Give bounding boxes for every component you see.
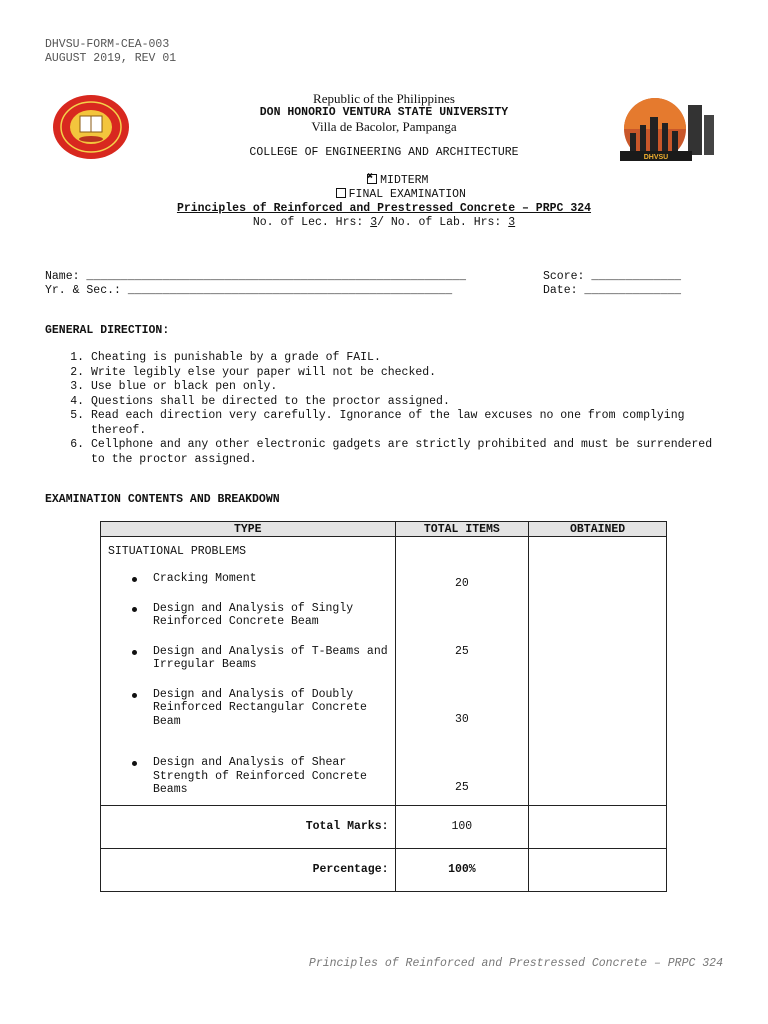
direction-item: 5. Read each direction very carefully. Ignorance of the law excuses no one from complying thereof. (91, 409, 718, 438)
item-count: 25 (454, 781, 469, 794)
name-field[interactable] (45, 270, 466, 283)
bullet-icon (132, 577, 137, 582)
direction-item: 1. Cheating is punishable by a grade of FAIL. (91, 351, 718, 366)
bullet-icon (132, 650, 137, 655)
topic-list (108, 572, 395, 797)
col-type-header: TYPE (101, 522, 396, 537)
form-code-revision: AUGUST 2019, REV 01 (45, 52, 177, 65)
score-field[interactable] (543, 270, 681, 283)
lab-hours-label: / No. of Lab. Hrs: (377, 216, 502, 229)
year-section-label: Yr. & Sec.: (45, 284, 121, 297)
topic-text: Cracking Moment (153, 572, 257, 585)
topic-text: Design and Analysis of Shear Strength of Reinforced Concrete Beams (153, 756, 367, 796)
republic-line: Republic of the Philippines (313, 91, 455, 106)
total-value: 100 (395, 805, 529, 848)
table-header-row (101, 522, 667, 537)
total-label: Total Marks: (101, 805, 396, 848)
item-count: 30 (454, 713, 469, 726)
topic-text: Design and Analysis of T-Beams and Irregular Beams (153, 644, 388, 671)
college-name: COLLEGE OF ENGINEERING AND ARCHITECTURE (249, 146, 519, 159)
midterm-checkbox[interactable] (367, 174, 377, 184)
final-label: FINAL EXAMINATION (348, 188, 466, 201)
lec-hours-value: 3 (370, 216, 378, 229)
list-item (108, 572, 395, 586)
percentage-value: 100% (395, 848, 529, 891)
lab-hours-value: 3 (508, 216, 516, 229)
year-section-field[interactable] (45, 284, 452, 297)
list-item (108, 602, 395, 629)
item-count: 20 (454, 577, 469, 590)
midterm-label: MIDTERM (380, 174, 429, 187)
dhvsu-logo-text: DHVSU (643, 154, 669, 161)
name-blank[interactable]: _______________________________________________________ (86, 270, 466, 283)
breakdown-table (100, 521, 667, 892)
bullet-icon (132, 761, 137, 766)
items-cell (395, 537, 529, 806)
section-label: SITUATIONAL PROBLEMS (108, 545, 247, 558)
list-item (108, 756, 395, 797)
list-item (108, 688, 395, 729)
final-checkbox[interactable] (336, 188, 346, 198)
obtained-cell[interactable] (529, 537, 667, 806)
form-code (45, 38, 176, 66)
topic-text: Design and Analysis of Doubly Reinforced Rectangular Concrete Beam (153, 687, 367, 728)
university-location: Villa de Bacolor, Pampanga (311, 119, 457, 134)
direction-item: 6. Cellphone and any other electronic gadgets are strictly prohibited and must be surrendered to the proctor assigned. (91, 438, 718, 467)
date-blank[interactable]: ______________ (584, 284, 682, 297)
type-cell (101, 537, 396, 806)
lec-hours-label: No. of Lec. Hrs: (252, 216, 364, 229)
direction-list (45, 351, 718, 467)
bullet-icon (132, 607, 137, 612)
total-obtained-cell[interactable] (529, 805, 667, 848)
percentage-row (101, 848, 667, 891)
course-title: Principles of Reinforced and Prestressed Concrete – PRPC 324 (176, 202, 592, 215)
direction-item: 4. Questions shall be directed to the proctor assigned. (91, 395, 718, 410)
form-code-number: DHVSU-FORM-CEA-003 (45, 38, 170, 51)
date-field[interactable] (543, 284, 681, 297)
percentage-obtained-cell[interactable] (529, 848, 667, 891)
course-hours (0, 216, 768, 230)
list-item (108, 645, 395, 672)
general-direction-title: GENERAL DIRECTION: (45, 324, 170, 337)
score-blank[interactable]: _____________ (591, 270, 682, 283)
col-obtained-header: OBTAINED (529, 522, 667, 537)
table-row (101, 537, 667, 806)
page-footer: Principles of Reinforced and Prestressed Concrete – PRPC 324 (308, 957, 723, 970)
score-label: Score: (543, 270, 585, 283)
direction-item: 2. Write legibly else your paper will not be checked. (91, 366, 718, 381)
breakdown-title: EXAMINATION CONTENTS AND BREAKDOWN (45, 493, 280, 506)
date-label: Date: (543, 284, 578, 297)
direction-item: 3. Use blue or black pen only. (91, 380, 718, 395)
bullet-icon (132, 693, 137, 698)
course-block (0, 202, 768, 230)
topic-text: Design and Analysis of Singly Reinforced Concrete Beam (153, 601, 354, 628)
dhvsu-logo (610, 95, 720, 165)
percentage-label: Percentage: (101, 848, 396, 891)
year-section-blank[interactable]: _______________________________________________ (127, 284, 453, 297)
total-row (101, 805, 667, 848)
university-name: DON HONORIO VENTURA STATE UNIVERSITY (259, 106, 509, 119)
col-items-header: TOTAL ITEMS (395, 522, 529, 537)
item-count: 25 (454, 645, 469, 658)
name-label: Name: (45, 270, 80, 283)
